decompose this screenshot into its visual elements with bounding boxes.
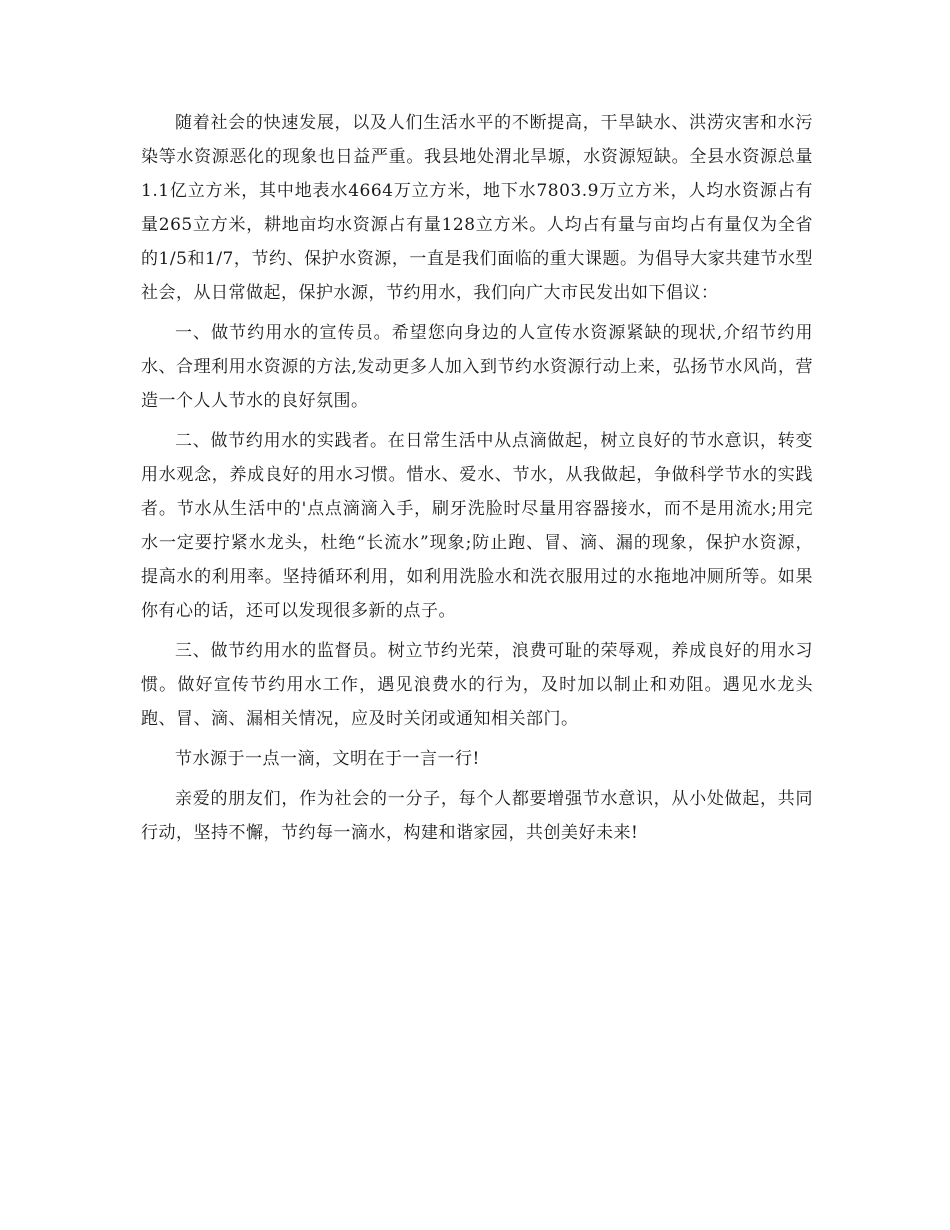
document-page (141, 106, 813, 850)
paragraph-supervisor: 三、做节约用水的监督员。树立节约光荣，浪费可耻的荣辱观，养成良好的用水习惯。做好宣传节约用水工作，遇见浪费水的行为，及时加以制止和劝阻。遇见水龙头跑、冒、滴、漏相关情况，应及时关闭或通知相关部门。 (141, 641, 813, 729)
paragraph-intro: 随着社会的快速发展，以及人们生活水平的不断提高，干旱缺水、洪涝灾害和水污染等水资源恶化的现象也日益严重。我县地处渭北旱塬，水资源短缺。全县水资源总量1.1亿立方米，其中地表水4664万立方米，地下水7803.9万立方米，人均水资源占有量265立方米，耕地亩均水资源占有量128立方米。人均占有量与亩均占有量仅为全省的1/5和1/7，节约、保护水资源，一直是我们面临的重大课题。为倡导大家共建节水型社会，从日常做起，保护水源，节约用水，我们向广大市民发出如下倡议： (141, 113, 813, 303)
paragraph-closing: 亲爱的朋友们，作为社会的一分子，每个人都要增强节水意识，从小处做起，共同行动，坚持不懈，节约每一滴水，构建和谐家园，共创美好未来! (141, 789, 813, 843)
paragraph-slogan: 节水源于一点一滴，文明在于一言一行! (175, 749, 480, 769)
paragraph-practitioner: 二、做节约用水的实践者。在日常生活中从点滴做起，树立良好的节水意识，转变用水观念，养成良好的用水习惯。惜水、爱水、节水，从我做起，争做科学节水的实践者。节水从生活中的'点点滴滴入手，刷牙洗脸时尽量用容器接水，而不是用流水;用完水一定要拧紧水龙头，杜绝“长流水”现象;防止跑、冒、滴、漏的现象，保护水资源，提高水的利用率。坚持循环利用，如利用洗脸水和洗衣服用过的水拖地冲厕所等。如果你有心的话，还可以发现很多新的点子。 (141, 431, 813, 621)
paragraph-publicist: 一、做节约用水的宣传员。希望您向身边的人宣传水资源紧缺的现状,介绍节约用水、合理利用水资源的方法,发动更多人加入到节约水资源行动上来，弘扬节水风尚，营造一个人人节水的良好氛围。 (141, 323, 813, 411)
